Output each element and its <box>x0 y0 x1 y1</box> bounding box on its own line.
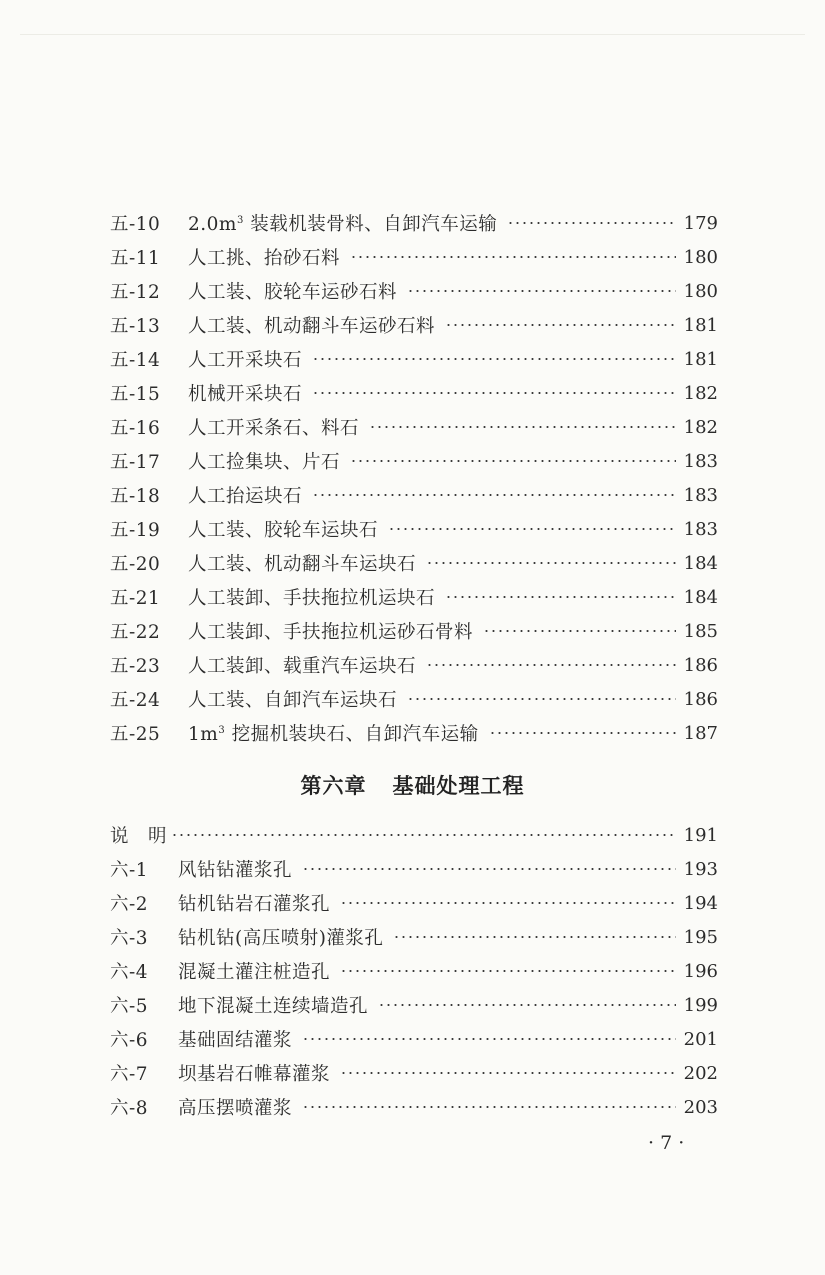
entry-page-number: 183 <box>683 518 718 540</box>
entry-code: 六-7 <box>110 1064 149 1085</box>
entry-title <box>188 380 308 406</box>
entry-title-text: 人工装、自卸汽车运块石 <box>188 690 398 711</box>
toc-entry[interactable] <box>110 682 718 716</box>
entry-code: 五-20 <box>110 554 161 575</box>
page-number: · 7 · <box>648 1132 685 1154</box>
entry-title <box>188 482 308 508</box>
dot-leader <box>388 520 676 538</box>
entry-page-number: 181 <box>683 314 718 336</box>
toc-entry[interactable] <box>110 1022 718 1056</box>
toc-entry[interactable] <box>110 206 718 240</box>
toc-entry[interactable] <box>110 274 718 308</box>
dot-leader <box>350 248 676 266</box>
entry-title <box>188 210 503 236</box>
dot-leader <box>302 860 676 878</box>
entry-title <box>178 958 336 984</box>
dot-leader <box>407 690 676 708</box>
entry-title-text: 人工装卸、手扶拖拉机运块石 <box>188 588 436 609</box>
entry-page-number: 183 <box>683 450 718 472</box>
entry-code: 六-8 <box>110 1098 149 1119</box>
entry-code: 五-11 <box>110 248 161 269</box>
entry-page-number: 184 <box>683 552 718 574</box>
dot-leader <box>312 486 676 504</box>
entry-page-number: 182 <box>683 382 718 404</box>
superscript: 3 <box>218 725 226 736</box>
toc-entry[interactable] <box>110 852 718 886</box>
toc-entry[interactable] <box>110 886 718 920</box>
entry-code: 五-23 <box>110 656 161 677</box>
entry-code: 五-16 <box>110 418 161 439</box>
dot-leader <box>426 656 676 674</box>
dot-leader <box>369 418 676 436</box>
toc-entry[interactable] <box>110 240 718 274</box>
entry-title <box>188 346 308 372</box>
dot-leader <box>378 996 676 1014</box>
entry-page-number: 181 <box>683 348 718 370</box>
entry-title-text: 人工抬运块石 <box>188 486 303 507</box>
dot-leader <box>340 894 676 912</box>
entry-page-number: 184 <box>683 586 718 608</box>
entry-code: 五-19 <box>110 520 161 541</box>
entry-title-text: 人工装、胶轮车运砂石料 <box>188 282 398 303</box>
toc-entry[interactable] <box>110 614 718 648</box>
toc-entry[interactable] <box>110 988 718 1022</box>
entry-title <box>188 618 479 644</box>
entry-code: 五-24 <box>110 690 161 711</box>
toc-entry[interactable] <box>110 1056 718 1090</box>
entry-title-text: 钻机钻岩石灌浆孔 <box>178 894 331 915</box>
dot-leader <box>507 214 675 232</box>
chapter-6-heading <box>0 770 825 800</box>
entry-code: 五-15 <box>110 384 161 405</box>
entry-title <box>188 550 422 576</box>
entry-title <box>188 584 441 610</box>
dot-leader <box>312 384 676 402</box>
entry-page-number: 202 <box>683 1062 718 1084</box>
entry-page-number: 183 <box>683 484 718 506</box>
toc-entry[interactable] <box>110 308 718 342</box>
superscript: 3 <box>236 215 244 226</box>
entry-code: 六-3 <box>110 928 149 949</box>
entry-code: 五-21 <box>110 588 161 609</box>
entry-title-rest: 挖掘机装块石、自卸汽车运输 <box>225 724 479 745</box>
entry-title-text: 2.0m <box>188 214 237 235</box>
entry-title-text: 人工装卸、载重汽车运块石 <box>188 656 417 677</box>
top-edge-line <box>20 34 805 35</box>
toc-section-5 <box>110 206 718 750</box>
entry-page-number: 179 <box>683 212 718 234</box>
dot-leader <box>340 1064 676 1082</box>
entry-title <box>188 312 441 338</box>
entry-title <box>178 890 336 916</box>
dot-leader <box>393 928 675 946</box>
toc-entry[interactable] <box>110 716 718 750</box>
chapter-title: 基础处理工程 <box>392 774 525 798</box>
entry-code: 六-6 <box>110 1030 149 1051</box>
entry-page-number: 186 <box>683 654 718 676</box>
entry-title <box>188 652 422 678</box>
toc-entry[interactable] <box>110 580 718 614</box>
entry-title <box>188 244 346 270</box>
entry-title <box>178 1026 298 1052</box>
entry-title <box>188 278 403 304</box>
entry-title <box>178 1094 298 1120</box>
entry-page-number: 193 <box>683 858 718 880</box>
entry-page-number: 187 <box>683 722 718 744</box>
entry-page-number: 185 <box>683 620 718 642</box>
entry-page-number: 186 <box>683 688 718 710</box>
chapter-number: 第六章 <box>300 774 367 798</box>
entry-title-text: 高压摆喷灌浆 <box>178 1098 293 1119</box>
entry-title-text: 基础固结灌浆 <box>178 1030 293 1051</box>
dot-leader <box>350 452 676 470</box>
entry-title <box>188 414 365 440</box>
entry-title <box>178 992 374 1018</box>
dot-leader <box>489 724 676 742</box>
entry-title-text: 人工装、机动翻斗车运块石 <box>188 554 417 575</box>
dot-leader <box>171 826 676 844</box>
entry-title-text: 人工装卸、手扶拖拉机运砂石骨料 <box>188 622 474 643</box>
entry-title-rest: 装载机装骨料、自卸汽车运输 <box>243 214 498 235</box>
entry-title <box>178 1060 336 1086</box>
entry-page-number: 191 <box>683 824 718 846</box>
dot-leader <box>302 1030 676 1048</box>
entry-title-text: 钻机钻(高压喷射)灌浆孔 <box>178 928 384 949</box>
entry-title-text: 人工捡集块、片石 <box>188 452 341 473</box>
toc-entry[interactable] <box>110 546 718 580</box>
toc-entry[interactable] <box>110 920 718 954</box>
entry-page-number: 201 <box>683 1028 718 1050</box>
entry-code: 五-14 <box>110 350 161 371</box>
entry-title-text: 混凝土灌注桩造孔 <box>178 962 331 983</box>
entry-code: 五-13 <box>110 316 161 337</box>
entry-title-text: 风钻钻灌浆孔 <box>178 860 293 881</box>
entry-title <box>178 856 298 882</box>
dot-leader <box>426 554 676 572</box>
toc-entry[interactable] <box>110 444 718 478</box>
entry-title-text: 人工开采块石 <box>188 350 303 371</box>
entry-code: 六-4 <box>110 962 149 983</box>
entry-title-text: 1m <box>188 724 219 745</box>
toc-entry[interactable] <box>110 1090 718 1124</box>
entry-code: 六-5 <box>110 996 149 1017</box>
entry-page-number: 182 <box>683 416 718 438</box>
entry-code: 五-17 <box>110 452 161 473</box>
entry-code: 五-25 <box>110 724 161 745</box>
entry-code: 说 明 <box>110 826 168 847</box>
entry-title <box>178 924 389 950</box>
toc-entry[interactable] <box>110 376 718 410</box>
entry-title-text: 机械开采块石 <box>188 384 303 405</box>
entry-page-number: 199 <box>683 994 718 1016</box>
dot-leader <box>407 282 676 300</box>
toc-section-6 <box>110 818 718 1124</box>
entry-code: 五-10 <box>110 214 161 235</box>
dot-leader <box>445 316 676 334</box>
entry-code: 五-12 <box>110 282 161 303</box>
entry-page-number: 196 <box>683 960 718 982</box>
toc-entry[interactable] <box>110 648 718 682</box>
dot-leader <box>302 1098 676 1116</box>
entry-page-number: 180 <box>683 246 718 268</box>
entry-title-text: 地下混凝土连续墙造孔 <box>178 996 369 1017</box>
entry-title <box>188 686 403 712</box>
entry-title-text: 人工挑、抬砂石料 <box>188 248 341 269</box>
dot-leader <box>445 588 676 606</box>
entry-code: 五-22 <box>110 622 161 643</box>
entry-page-number: 194 <box>683 892 718 914</box>
entry-page-number: 195 <box>683 926 718 948</box>
entry-title <box>188 516 384 542</box>
entry-title-text: 人工装、机动翻斗车运砂石料 <box>188 316 436 337</box>
toc-entry[interactable] <box>110 954 718 988</box>
dot-leader <box>483 622 676 640</box>
dot-leader <box>340 962 676 980</box>
dot-leader <box>312 350 676 368</box>
entry-page-number: 203 <box>683 1096 718 1118</box>
entry-title-text: 人工开采条石、料石 <box>188 418 360 439</box>
entry-title <box>188 448 346 474</box>
toc-entry[interactable] <box>110 512 718 546</box>
toc-entry[interactable] <box>110 342 718 376</box>
entry-title-text: 坝基岩石帷幕灌浆 <box>178 1064 331 1085</box>
toc-entry[interactable] <box>110 478 718 512</box>
entry-title <box>188 720 485 746</box>
entry-code: 五-18 <box>110 486 161 507</box>
entry-page-number: 180 <box>683 280 718 302</box>
entry-title-text: 人工装、胶轮车运块石 <box>188 520 379 541</box>
toc-entry[interactable] <box>110 410 718 444</box>
toc-entry[interactable] <box>110 818 718 852</box>
entry-code: 六-2 <box>110 894 149 915</box>
entry-code: 六-1 <box>110 860 149 881</box>
